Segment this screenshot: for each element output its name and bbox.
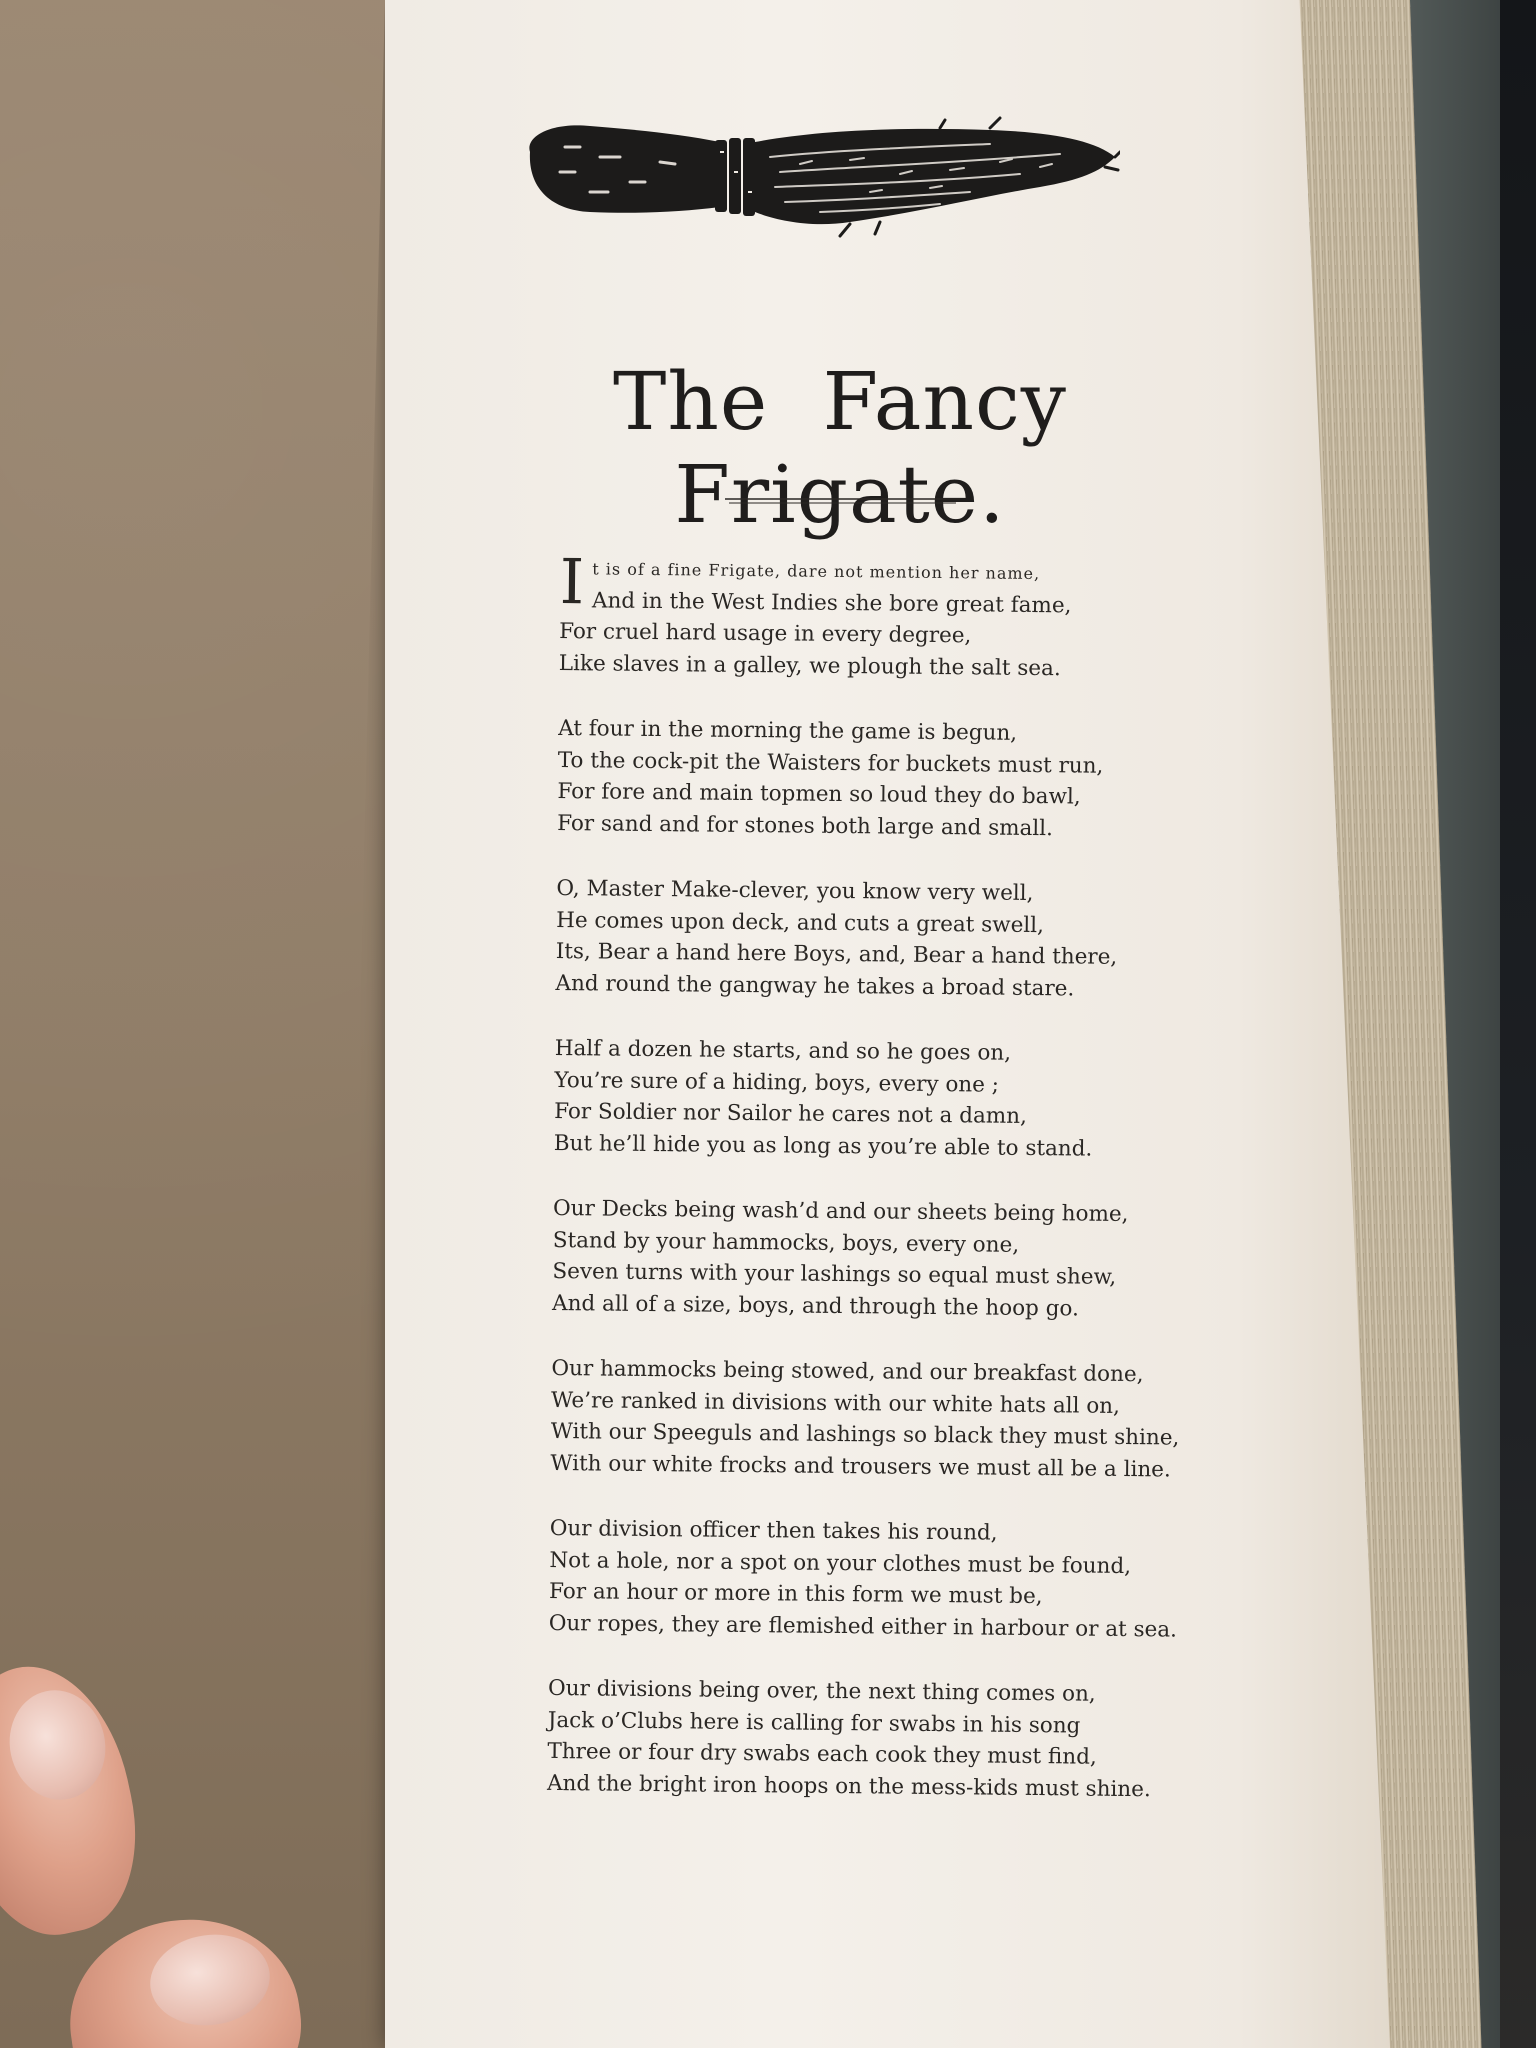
poem-line: Like slaves in a galley, we plough the salt sea. (558, 650, 1061, 681)
poem-line: With our Speeguls and lashings so black they must shine, (550, 1418, 1180, 1451)
poem-line: You’re sure of a hiding, boys, every one ; (554, 1067, 1000, 1098)
first-line-text: t is of a fine Frigate, dare not mention her name, (592, 559, 1041, 584)
poem-line: Jack o’Clubs here is calling for swabs in his song (547, 1707, 1081, 1739)
stanza-5 (552, 1193, 1253, 1326)
whip-icon (520, 112, 1120, 242)
poem-line: Half a dozen he starts, and so he goes on, (554, 1035, 1012, 1066)
poem-line: Our divisions being over, the next thing comes on, (547, 1675, 1096, 1707)
poem-line: Its, Bear a hand here Boys, and, Bear a hand there, (555, 938, 1118, 970)
poem-line: We’re ranked in divisions with our white hats all on, (550, 1387, 1121, 1419)
stanza-3 (555, 873, 1256, 1006)
poem-line: Our Decks being wash’d and our sheets being home, (552, 1195, 1129, 1227)
poem-line: Our hammocks being stowed, and our breakfast done, (551, 1355, 1144, 1388)
poem-line: Seven turns with your lashings so equal must shew, (552, 1258, 1117, 1290)
poem-line: And the bright iron hoops on the mess-kids must shine. (546, 1770, 1151, 1802)
poem-line: But he’ll hide you as long as you’re able to stand. (553, 1130, 1093, 1162)
drop-cap: I (559, 545, 585, 619)
poem-line: For cruel hard usage in every degree, (559, 618, 972, 649)
poem-line: Not a hole, nor a spot on your clothes must be found, (549, 1547, 1132, 1579)
page-title: The Fancy Frigate. (613, 355, 1067, 541)
poem-line: And all of a size, boys, and through the hoop go. (552, 1290, 1079, 1321)
poem-line: Stand by your hammocks, boys, every one, (552, 1227, 1020, 1258)
stanza-7 (549, 1513, 1250, 1646)
poem-line: Our ropes, they are flemished either in harbour or at sea. (548, 1610, 1178, 1643)
poem-line: With our white frocks and trousers we must all be a line. (550, 1450, 1171, 1482)
stanza-2 (557, 713, 1258, 846)
poem-line: To the cock-pit the Waisters for buckets must run, (557, 747, 1104, 779)
poem-line: For Soldier nor Sailor he cares not a damn, (554, 1098, 1028, 1129)
poem-line: At four in the morning the game is begun, (558, 715, 1018, 746)
poem-line: And round the gangway he takes a broad stare. (555, 970, 1075, 1001)
stanza-4 (554, 1033, 1255, 1166)
poem-line: Our division officer then takes his round, (549, 1515, 998, 1546)
stanza-1 (558, 545, 1260, 686)
poem-line: Three or four dry swabs each cook they must find, (547, 1738, 1097, 1770)
poem-line: For an hour or more in this form we must be, (548, 1578, 1043, 1610)
poem-line: He comes upon deck, and cuts a great swell, (556, 907, 1045, 938)
poem-line: For sand and for stones both large and small. (557, 810, 1054, 841)
poem-line: O, Master Make-clever, you know very well, (556, 875, 1034, 906)
poem-line: For fore and main topmen so loud they do bawl, (557, 778, 1081, 810)
stanza-8 (547, 1673, 1248, 1806)
stanza-6 (550, 1353, 1251, 1486)
poem-body (546, 545, 1260, 1840)
poem-line: And in the West Indies she bore great fame, (591, 587, 1072, 618)
title-divider-rule (725, 497, 960, 505)
